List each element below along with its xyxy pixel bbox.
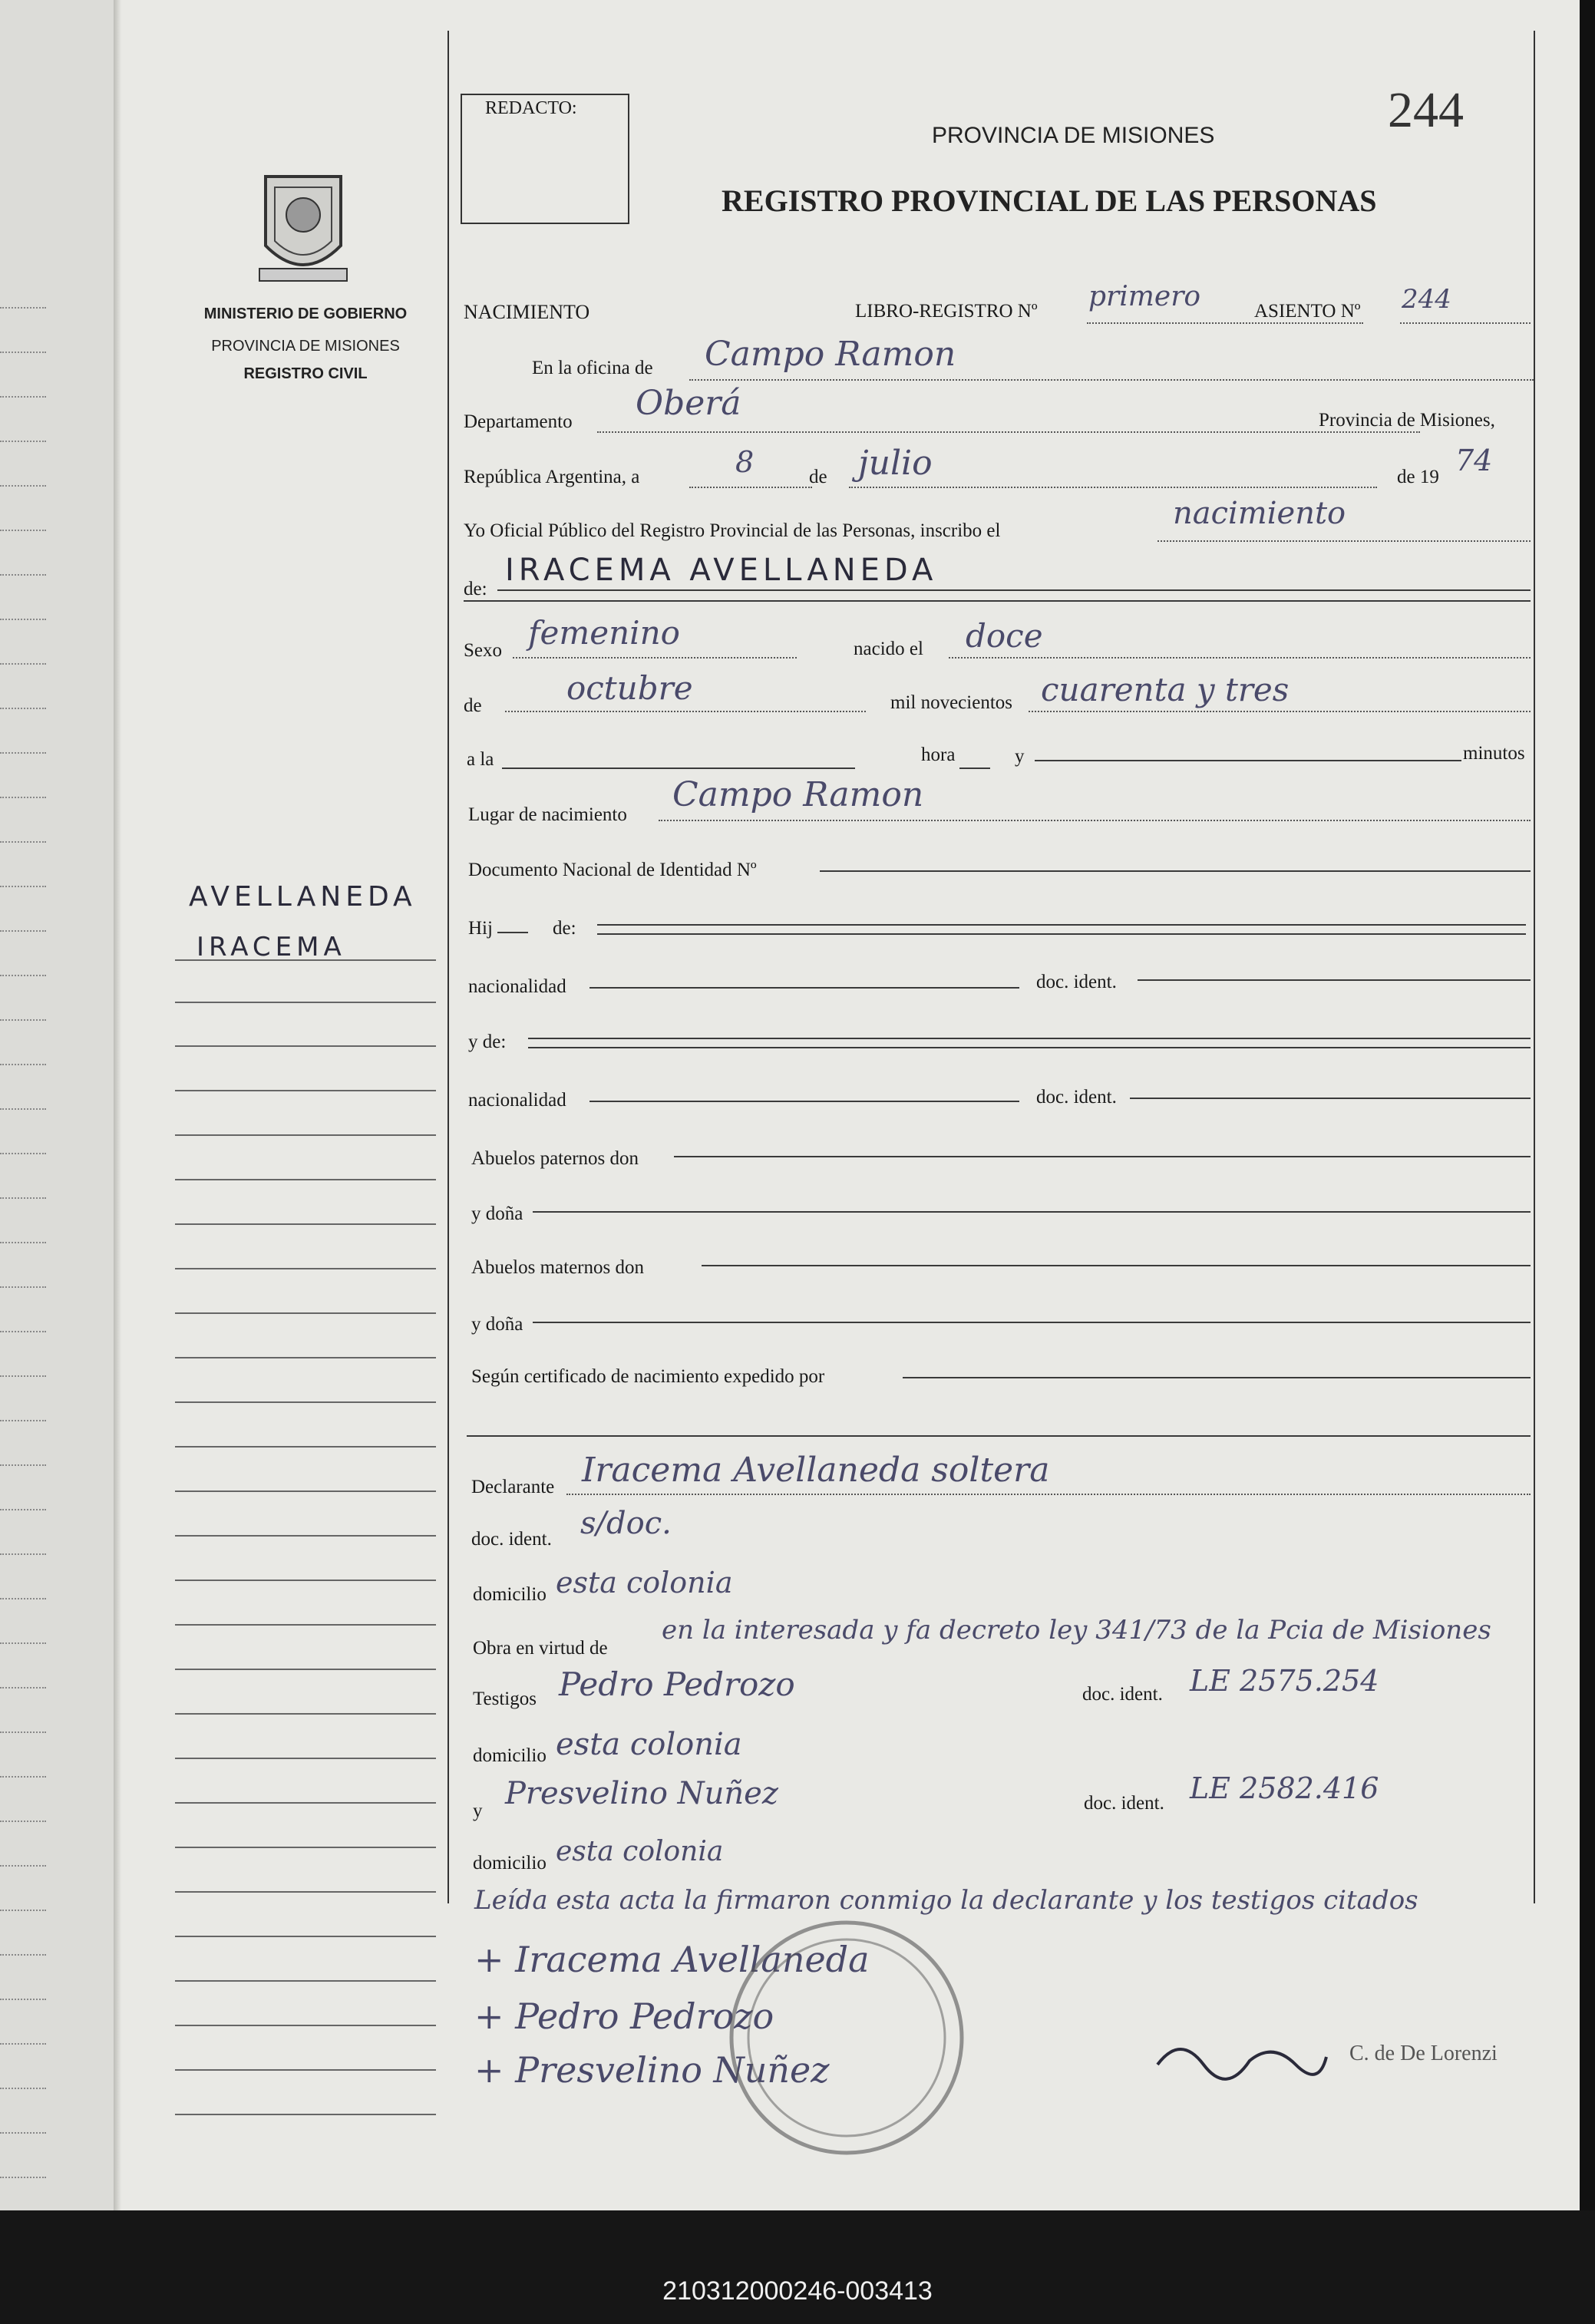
registry-title: REGISTRO PROVINCIAL DE LAS PERSONAS: [722, 183, 1377, 218]
obra-label: Obra en virtud de: [473, 1638, 608, 1659]
left-page-rule: [0, 1064, 46, 1065]
doc-decl-value: s/doc.: [580, 1506, 672, 1541]
left-page: [0, 0, 115, 2210]
dia-value: 8: [735, 445, 755, 479]
leida-acta-text: Leída esta acta la firmaron conmigo la declarante y los testigos citados: [474, 1885, 1418, 1916]
domicilio-decl-label: domicilio: [473, 1584, 547, 1605]
nacionalidad-1-label: nacionalidad: [468, 976, 566, 997]
testigo-1-doc-value: LE 2575.254: [1190, 1664, 1379, 1698]
book-binding: [114, 0, 121, 2210]
minutos-line: [1035, 760, 1461, 761]
left-page-rule: [0, 396, 46, 398]
left-page-rule: [0, 1865, 46, 1867]
y-testigo-2-label: y: [473, 1801, 483, 1821]
departamento-label: Departamento: [464, 411, 573, 432]
segun-certificado-label: Según certificado de nacimiento expedido por: [471, 1366, 825, 1387]
hij-gap-line: [497, 932, 528, 933]
inscribo-line: [1157, 540, 1531, 542]
padre-line-1: [597, 924, 1526, 926]
nacionalidad-1-line: [589, 987, 1019, 989]
asiento-line: [1400, 322, 1531, 324]
testigo-2-value: Presvelino Nuñez: [505, 1776, 778, 1811]
abuelos-paternos-line: [674, 1156, 1531, 1157]
left-page-rule: [0, 574, 46, 576]
lugar-line: [659, 820, 1531, 821]
left-page-rule: [0, 530, 46, 531]
nombre-value: IRACEMA AVELLANEDA: [505, 553, 938, 588]
y-label: y: [1015, 746, 1025, 767]
margin-rule: [447, 31, 449, 1903]
doc-ident-testigo-2-label: doc. ident.: [1084, 1793, 1164, 1814]
left-page-rule: [0, 1731, 46, 1733]
signature-testigo-2: + Presvelino Nuñez: [474, 2049, 830, 2091]
mes-nac-value: octubre: [566, 669, 693, 707]
bottom-strip: [0, 2210, 1595, 2324]
signature-testigo-1: + Pedro Pedrozo: [474, 1996, 774, 2037]
abuelos-maternos-label: Abuelos maternos don: [471, 1257, 644, 1278]
lugar-label: Lugar de nacimiento: [468, 804, 627, 825]
margin-surname: AVELLANEDA: [189, 881, 417, 913]
anio-value: 74: [1455, 444, 1493, 477]
ydona-1-label: y doña: [471, 1203, 523, 1224]
left-page-rule: [0, 1687, 46, 1689]
de-label: de: [809, 467, 827, 487]
madre-line-1: [528, 1038, 1531, 1039]
domicilio-testigo-2-value: esta colonia: [556, 1836, 724, 1867]
declarante-line: [566, 1494, 1531, 1495]
oficina-line: [689, 379, 1534, 381]
testigo-2-doc-value: LE 2582.416: [1190, 1771, 1379, 1805]
left-page-rule: [0, 2043, 46, 2045]
mil-label: mil novecientos: [890, 692, 1012, 713]
ministerio-label: MINISTERIO DE GOBIERNO: [203, 305, 408, 322]
nacionalidad-2-label: nacionalidad: [468, 1090, 566, 1111]
obra-value: en la interesada y fa decreto ley 341/73 de la Pcia de Misiones: [662, 1615, 1491, 1646]
signature-declarante: + Iracema Avellaneda: [474, 1939, 870, 1980]
left-page-rule: [0, 1999, 46, 2000]
left-page-rule: [0, 2088, 46, 2089]
left-page-rule: [0, 1375, 46, 1377]
dni-label: Documento Nacional de Identidad Nº: [468, 860, 757, 880]
nacimiento-label: NACIMIENTO: [464, 301, 590, 323]
document-id: 210312000246-003413: [662, 2276, 933, 2306]
inscribo-value: nacimiento: [1173, 496, 1346, 531]
left-page-rule: [0, 2132, 46, 2134]
right-rule: [1534, 31, 1535, 1903]
province-seal-icon: [250, 161, 356, 286]
doc-ident-decl-label: doc. ident.: [471, 1529, 552, 1550]
left-page-rule: [0, 1108, 46, 1110]
page-number: 244: [1388, 82, 1464, 138]
left-page-rule: [0, 1153, 46, 1154]
sexo-value: femenino: [528, 614, 680, 652]
republica-label: República Argentina, a: [464, 467, 640, 487]
libro-line: [1087, 322, 1363, 324]
left-page-rule: [0, 485, 46, 487]
provincia-misiones-label: Provincia de Misiones,: [1319, 410, 1495, 431]
left-page-rule: [0, 1776, 46, 1778]
declarante-value: Iracema Avellaneda soltera: [582, 1451, 1050, 1490]
doc-ident-2-line: [1130, 1098, 1531, 1099]
redacto-box: [461, 94, 629, 224]
register-page: [121, 0, 1580, 2210]
testigos-label: Testigos: [473, 1689, 537, 1709]
hora-label: hora: [921, 744, 956, 765]
y-de-label: y de:: [468, 1032, 507, 1052]
doc-ident-2-label: doc. ident.: [1036, 1087, 1117, 1108]
left-page-rule: [0, 752, 46, 754]
de-name-label: de:: [464, 579, 487, 599]
left-page-rule: [0, 2177, 46, 2178]
left-page-rule: [0, 663, 46, 665]
departamento-value: Oberá: [636, 384, 741, 423]
province-title: PROVINCIA DE MISIONES: [932, 123, 1215, 148]
nacido-line: [949, 657, 1531, 659]
dni-line: [820, 870, 1531, 872]
hij-label: Hij: [468, 918, 493, 939]
left-page-rule: [0, 1954, 46, 1956]
left-page-rule: [0, 1197, 46, 1199]
doc-ident-1-line: [1138, 979, 1531, 981]
anio-nac-value: cuarenta y tres: [1041, 671, 1290, 708]
domicilio-testigo-2-label: domicilio: [473, 1853, 547, 1873]
hij-de-label: de:: [553, 918, 576, 939]
left-page-rule: [0, 841, 46, 843]
left-page-rule: [0, 307, 46, 309]
ala-label: a la: [467, 749, 494, 770]
departamento-line: [597, 431, 1420, 433]
left-page-rule: [0, 1821, 46, 1822]
separator-line: [467, 1435, 1531, 1437]
nacido-value: doce: [966, 617, 1043, 655]
segun-line: [903, 1377, 1531, 1378]
nacionalidad-2-line: [589, 1101, 1019, 1102]
testigo-1-value: Pedro Pedrozo: [559, 1665, 795, 1703]
ala-line: [502, 768, 855, 769]
domicilio-testigo-1-value: esta colonia: [556, 1727, 742, 1762]
left-page-rule: [0, 708, 46, 709]
doc-ident-1-label: doc. ident.: [1036, 972, 1117, 992]
left-page-rule: [0, 1910, 46, 1911]
official-seal-stamp-icon: [720, 1911, 973, 2164]
sexo-label: Sexo: [464, 640, 502, 661]
left-page-rule: [0, 886, 46, 887]
libro-label: LIBRO-REGISTRO Nº: [855, 301, 1038, 322]
official-stamp-text: C. de De Lorenzi: [1349, 2042, 1498, 2065]
abuelos-maternos-line: [702, 1265, 1531, 1266]
left-page-rule: [0, 441, 46, 442]
nombre-line-2: [464, 600, 1531, 602]
nombre-line-1: [497, 589, 1531, 591]
left-page-rule: [0, 1642, 46, 1644]
oficina-value: Campo Ramon: [705, 335, 956, 374]
ydona-1-line: [533, 1211, 1531, 1213]
ydona-2-label: y doña: [471, 1314, 523, 1335]
madre-line-2: [528, 1047, 1531, 1048]
de-mes-label: de: [464, 695, 482, 716]
abuelos-paternos-label: Abuelos paternos don: [471, 1148, 639, 1169]
oficina-label: En la oficina de: [532, 358, 653, 378]
registro-civil-label: REGISTRO CIVIL: [243, 365, 368, 382]
left-page-rule: [0, 1420, 46, 1421]
anio-nac-line: [1029, 711, 1531, 712]
left-page-rule: [0, 1464, 46, 1466]
de19-label: de 19: [1397, 467, 1439, 487]
lugar-value: Campo Ramon: [672, 775, 924, 814]
dia-line: [689, 487, 812, 488]
left-page-rule: [0, 975, 46, 976]
left-page-rule: [0, 1331, 46, 1332]
declarante-label: Declarante: [471, 1477, 555, 1497]
mes-line: [849, 487, 1377, 488]
left-page-rule: [0, 1019, 46, 1021]
asiento-label: ASIENTO Nº: [1254, 301, 1361, 322]
mes-nac-line: [505, 711, 866, 712]
provincia-label: PROVINCIA DE MISIONES: [211, 338, 400, 355]
left-page-rule: [0, 1242, 46, 1243]
doc-ident-testigo-1-label: doc. ident.: [1082, 1684, 1163, 1705]
hora-line: [959, 768, 990, 769]
libro-value: primero: [1088, 281, 1201, 312]
padre-line-2: [597, 933, 1526, 935]
left-page-rule: [0, 619, 46, 620]
left-page-rule: [0, 1286, 46, 1288]
sexo-line: [513, 657, 797, 659]
left-page-rule: [0, 1553, 46, 1555]
domicilio-testigo-1-label: domicilio: [473, 1745, 547, 1766]
left-page-rule: [0, 797, 46, 798]
left-page-rule: [0, 1598, 46, 1599]
left-page-rule: [0, 352, 46, 353]
official-signature-icon: [1150, 2026, 1334, 2095]
nacido-label: nacido el: [854, 639, 923, 659]
left-page-rule: [0, 930, 46, 932]
domicilio-decl-value: esta colonia: [556, 1566, 733, 1599]
margin-given-name: IRACEMA: [196, 932, 346, 962]
left-page-rule: [0, 1509, 46, 1510]
redacto-label: REDACTO:: [485, 98, 577, 118]
asiento-value: 244: [1402, 284, 1451, 315]
yo-oficial-label: Yo Oficial Público del Registro Provincial de las Personas, inscribo el: [464, 520, 1001, 541]
ydona-2-line: [533, 1322, 1531, 1323]
mes-value: julio: [858, 444, 933, 483]
minutos-label: minutos: [1463, 743, 1525, 764]
